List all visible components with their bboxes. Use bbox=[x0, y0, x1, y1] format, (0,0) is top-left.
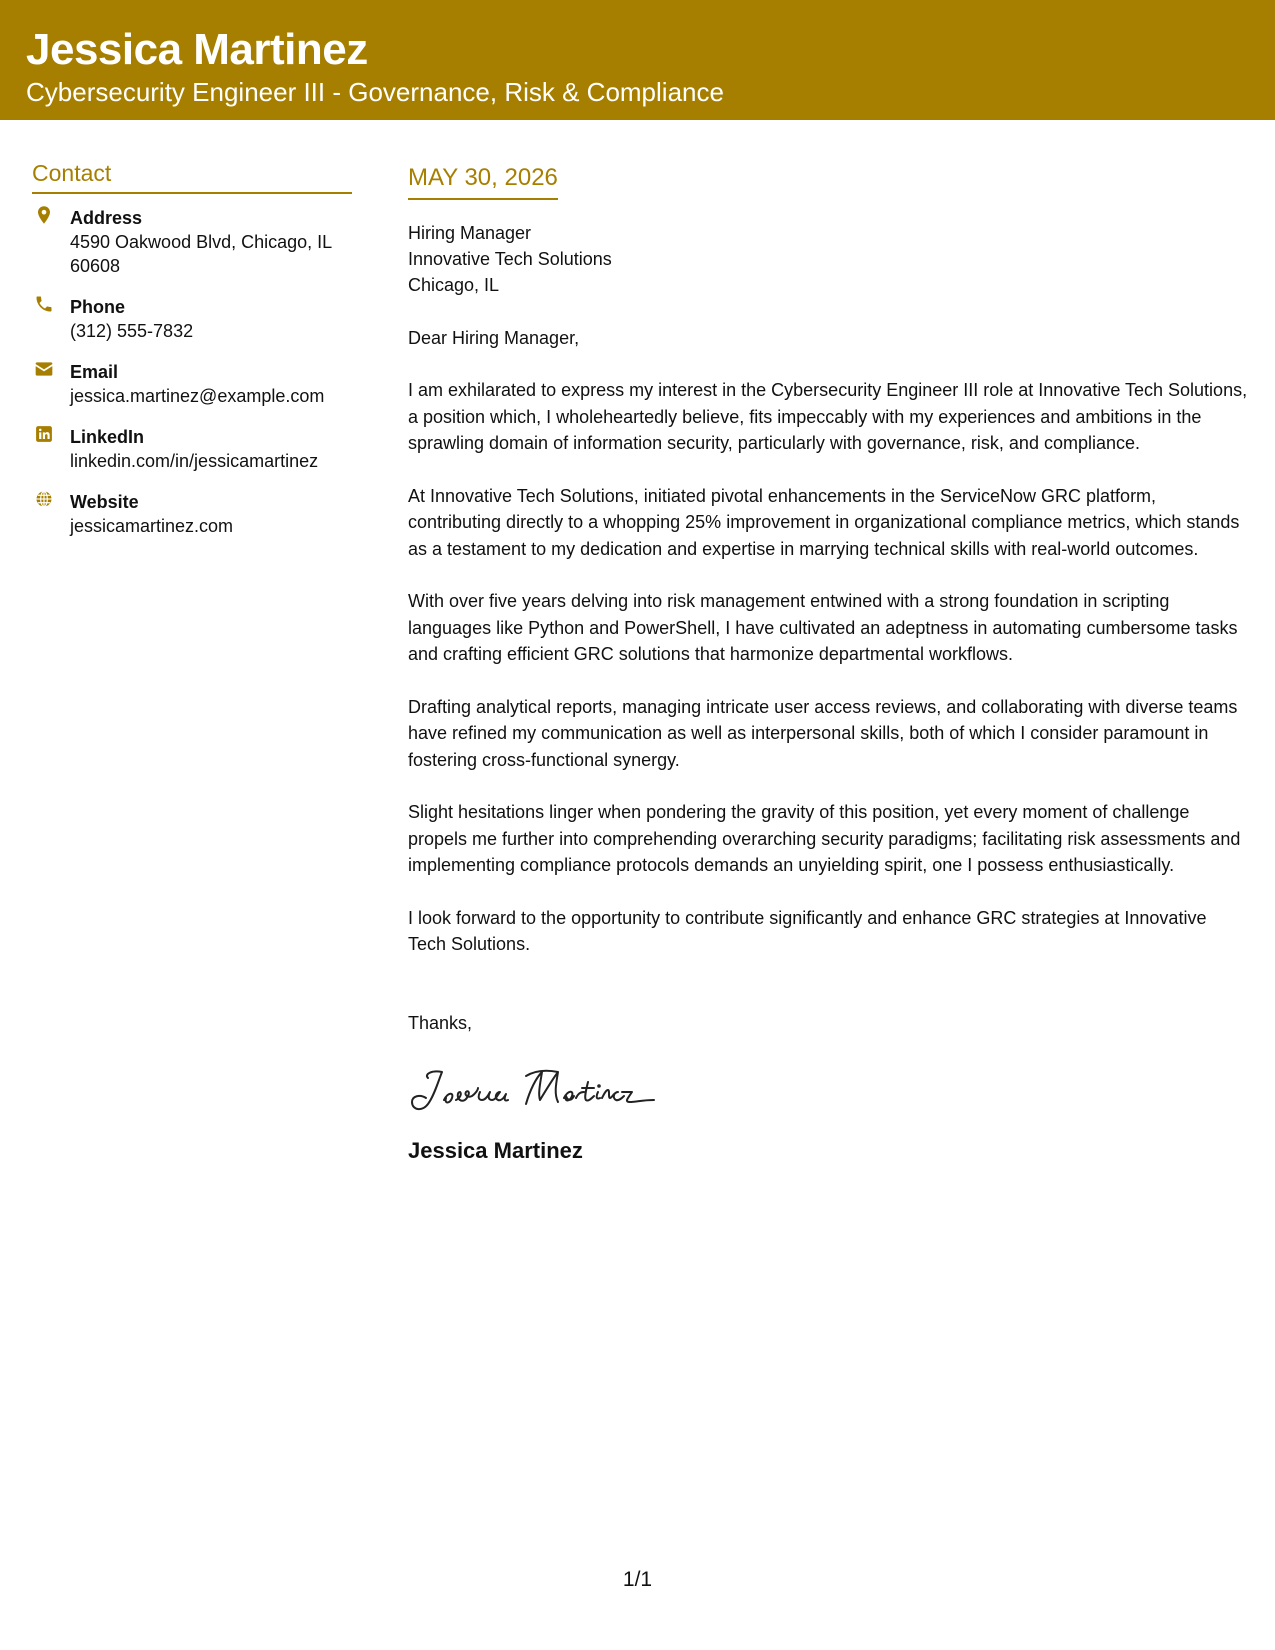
paragraph-3: With over five years delving into risk management entwined with a strong foundation in scripting languages like Python and PowerShell, I have cultivated an adeptness in automating cumbersome tasks and crafting efficient GRC solutions that harmonize departmental workflows. bbox=[408, 591, 1238, 664]
email-value: jessica.martinez@example.com bbox=[70, 386, 325, 406]
contact-list bbox=[32, 206, 352, 538]
recipient-location: Chicago, IL bbox=[408, 275, 500, 295]
recipient-company: Innovative Tech Solutions bbox=[408, 249, 612, 269]
linkedin-value: linkedin.com/in/jessicamartinez bbox=[70, 451, 319, 471]
map-pin-icon bbox=[32, 205, 56, 229]
paragraph-5: Slight hesitations linger when pondering the gravity of this position, yet every moment of challenge propels me further into comprehending overarching security paradigms; facilitating risk assessments and implementing compliance protocols demands an unyielding spirit, one I possess enthusiastically. bbox=[408, 802, 1241, 875]
contact-sidebar bbox=[32, 160, 352, 555]
address-label: Address bbox=[70, 208, 143, 228]
signer-name: Jessica Martinez bbox=[408, 1137, 583, 1163]
phone-value: (312) 555-7832 bbox=[70, 321, 194, 341]
email-label: Email bbox=[70, 362, 119, 382]
contact-item-linkedin bbox=[32, 425, 352, 473]
globe-icon bbox=[32, 489, 56, 513]
contact-section-title: Contact bbox=[32, 160, 352, 194]
paragraph-2: At Innovative Tech Solutions, initiated pivotal enhancements in the ServiceNow GRC platform, contributing directly to a whopping 25% improvement in organizational compliance metrics, which stands as a testament to my dedication and expertise in marrying technical skills with real-world outcomes. bbox=[408, 485, 1240, 559]
paragraph-4: Drafting analytical reports, managing intricate user access reviews, and collaborating with diverse teams have refined my communication as well as interpersonal skills, both of which I consider paramount in fostering cross-functional synergy. bbox=[408, 696, 1238, 770]
page-header bbox=[0, 0, 1275, 120]
phone-icon bbox=[32, 294, 56, 318]
letter-body bbox=[408, 164, 1248, 1164]
contact-item-phone bbox=[32, 295, 352, 343]
linkedin-icon bbox=[32, 424, 56, 448]
handwritten-signature bbox=[408, 1060, 1248, 1120]
contact-item-email bbox=[32, 360, 352, 408]
recipient-title: Hiring Manager bbox=[408, 223, 532, 243]
address-value: 4590 Oakwood Blvd, Chicago, IL 60608 bbox=[70, 232, 332, 276]
candidate-name: Jessica Martinez bbox=[26, 25, 368, 74]
envelope-icon bbox=[32, 359, 56, 383]
paragraph-6: I look forward to the opportunity to contribute significantly and enhance GRC strategies at Innovative Tech Solutions. bbox=[408, 907, 1207, 954]
contact-item-website bbox=[32, 490, 352, 538]
page-number: 1/1 bbox=[622, 1568, 653, 1591]
closing: Thanks, bbox=[408, 1012, 473, 1033]
paragraph-1: I am exhilarated to express my interest in the Cybersecurity Engineer III role at Innovative Tech Solutions, a position which, I wholeheartedly believe, fits impeccably with my experiences and ambitions in the sprawling domain of information security, particularly with governance, risk, and compliance. bbox=[408, 380, 1248, 453]
recipient-block bbox=[408, 220, 1248, 298]
website-label: Website bbox=[70, 492, 139, 512]
contact-item-address bbox=[32, 206, 352, 278]
website-value: jessicamartinez.com bbox=[70, 516, 234, 536]
letter-date: MAY 30, 2026 bbox=[408, 164, 558, 200]
salutation: Dear Hiring Manager, bbox=[408, 328, 580, 348]
job-headline: Cybersecurity Engineer III - Governance, Risk & Compliance bbox=[26, 77, 724, 107]
linkedin-label: LinkedIn bbox=[70, 427, 145, 447]
phone-label: Phone bbox=[70, 297, 126, 317]
